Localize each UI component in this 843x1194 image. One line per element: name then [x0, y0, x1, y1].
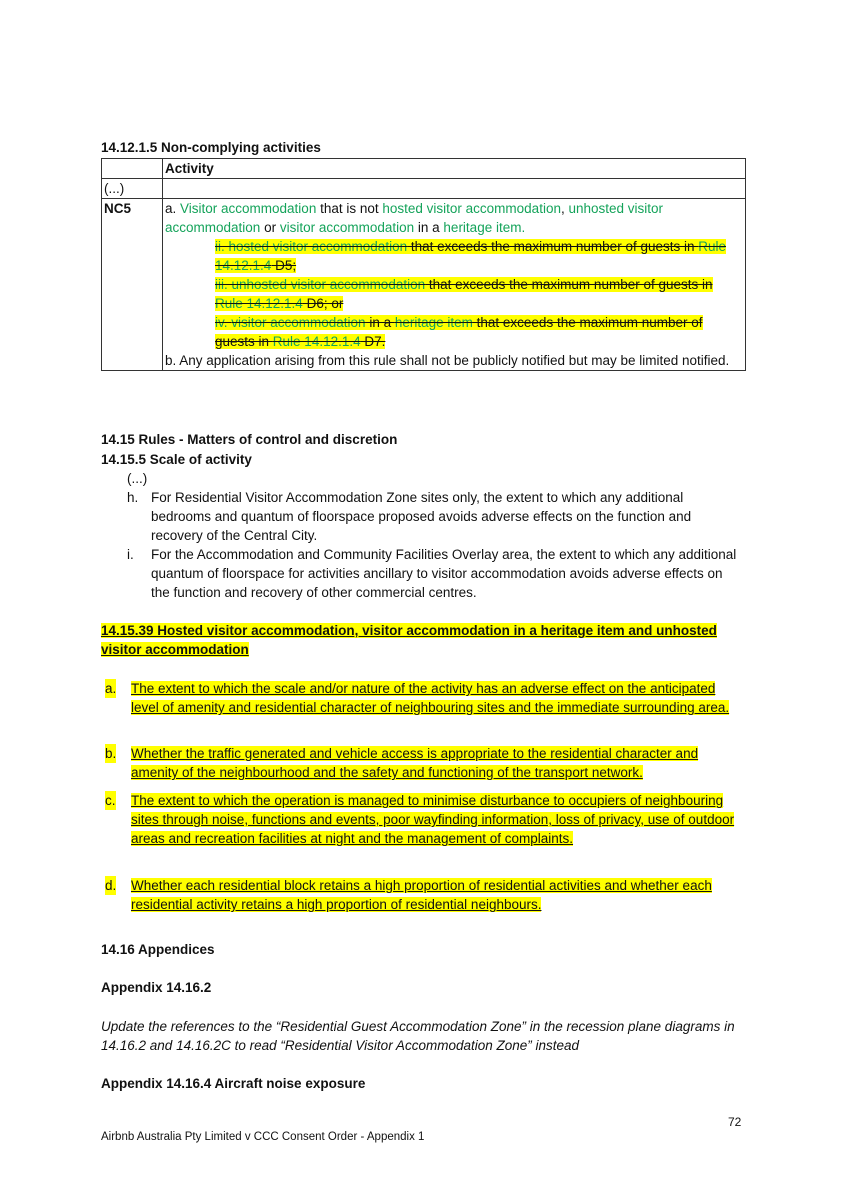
list-marker: i. — [127, 547, 134, 562]
list-marker: c. — [105, 793, 116, 808]
table-header-row — [102, 159, 746, 179]
link-visitor-accommodation[interactable]: Visitor accommodation — [180, 201, 317, 216]
list-item-text: The extent to which the scale and/or nature of the activity has an adverse effect on the anticipated level of amenity and residential character of neighbouring sites and the immediate surrounding area. — [131, 681, 730, 715]
matter-item-d — [101, 876, 746, 914]
link-heritage-item[interactable]: heritage item. — [443, 220, 526, 235]
link-unhosted-visitor-accommodation[interactable]: unhosted visitor accommodation — [165, 201, 664, 235]
list-marker: b. — [105, 746, 117, 761]
link-heritage-item-deleted[interactable]: heritage item — [394, 315, 473, 330]
list-marker: a. — [105, 681, 117, 696]
matter-item-a — [101, 679, 746, 717]
link-rule-14-12-1-4-c[interactable]: Rule 14.12.1.4 — [272, 334, 361, 349]
clause-iii-deleted: iii. unhosted visitor accommodation that exceeds the maximum number of guests in Rule 14.12.1.4 D6; or — [215, 277, 713, 311]
appendix-14-16-4-heading: Appendix 14.16.4 Aircraft noise exposure — [101, 1076, 366, 1091]
link-rule-14-12-1-4[interactable]: Rule 14.12.1.4 — [215, 239, 726, 273]
table-row-nc5 — [102, 199, 746, 371]
section-heading-non-complying: 14.12.1.5 Non-complying activities — [101, 140, 321, 155]
section-subheading-scale: 14.15.5 Scale of activity — [101, 452, 252, 467]
non-complying-activities-table — [101, 158, 746, 371]
ellipsis-cell: (...) — [102, 179, 163, 199]
table-header-activity: Activity — [163, 159, 746, 179]
link-hosted-visitor-accommodation[interactable]: hosted visitor accommodation — [382, 201, 561, 216]
appendix-14-16-2-heading: Appendix 14.16.2 — [101, 980, 212, 995]
link-hosted-va-deleted[interactable]: hosted visitor accommodation — [228, 239, 408, 254]
clause-a: a. Visitor accommodation that is not hosted visitor accommodation, unhosted visitor accommodation or visitor accommodation in a heritage item. — [165, 201, 664, 235]
section-heading-rules: 14.15 Rules - Matters of control and discretion — [101, 432, 398, 447]
section-heading-14-15-39: 14.15.39 Hosted visitor accommodation, visitor accommodation in a heritage item and unhosted visitor accommodation — [101, 623, 717, 657]
link-rule-14-12-1-4-b[interactable]: Rule 14.12.1.4 — [215, 296, 303, 311]
rule-code: NC5 — [102, 199, 163, 371]
clause-ii-deleted: ii. hosted visitor accommodation that exceeds the maximum number of guests in Rule 14.12.1.4 D5; — [215, 239, 726, 273]
link-visitor-accommodation-2[interactable]: visitor accommodation — [279, 220, 415, 235]
list-item-text: Whether the traffic generated and vehicle access is appropriate to the residential character and amenity of the neighbourhood and the safety and functioning of the transport network. — [131, 746, 699, 780]
clause-iv-deleted: iv. visitor accommodation in a heritage item that exceeds the maximum number of guests in Rule 14.12.1.4 D7. — [215, 315, 703, 349]
rule-content — [163, 199, 746, 371]
list-marker: d. — [105, 878, 117, 893]
list-item-text: For the Accommodation and Community Facilities Overlay area, the extent to which any additional quantum of floorspace for activities ancillary to visitor accommodation avoids adverse effects on the function and recovery of other commercial centres. — [151, 547, 737, 600]
clause-b: b. Any application arising from this rule shall not be publicly notified but may be limited notified. — [165, 353, 730, 368]
list-item-text: For Residential Visitor Accommodation Zone sites only, the extent to which any additional bedrooms and quantum of floorspace proposed avoids adverse effects on the function and recovery of the Central City. — [151, 490, 692, 543]
list-item-text: The extent to which the operation is managed to minimise disturbance to occupiers of neighbouring sites through noise, functions and events, poor wayfinding information, loss of privacy, use of outdoor areas and recreation facilities at night and the management of complaints. — [131, 793, 735, 846]
list-item-h — [127, 488, 737, 545]
ellipsis: (...) — [127, 471, 148, 486]
list-marker: h. — [127, 490, 139, 505]
page-footer: Airbnb Australia Pty Limited v CCC Consent Order - Appendix 1 — [101, 1131, 425, 1143]
page-number: 72 — [728, 1115, 742, 1129]
list-item-i — [127, 545, 737, 602]
list-item-text: Whether each residential block retains a high proportion of residential activities and whether each residential activity retains a high proportion of residential neighbours. — [131, 878, 712, 912]
appendix-14-16-2-note: Update the references to the “Residential Guest Accommodation Zone” in the recession plane diagrams in 14.16.2 and 14.16.2C to read “Residential Visitor Accommodation Zone” instead — [101, 1019, 735, 1053]
section-heading-appendices: 14.16 Appendices — [101, 942, 215, 957]
matter-item-c — [101, 791, 746, 848]
link-visitor-accommodation-deleted[interactable]: visitor accommodation — [231, 315, 366, 330]
matter-item-b — [101, 744, 746, 782]
table-row-ellipsis — [102, 179, 746, 199]
link-unhosted-va-deleted[interactable]: unhosted visitor accommodation — [231, 277, 426, 292]
